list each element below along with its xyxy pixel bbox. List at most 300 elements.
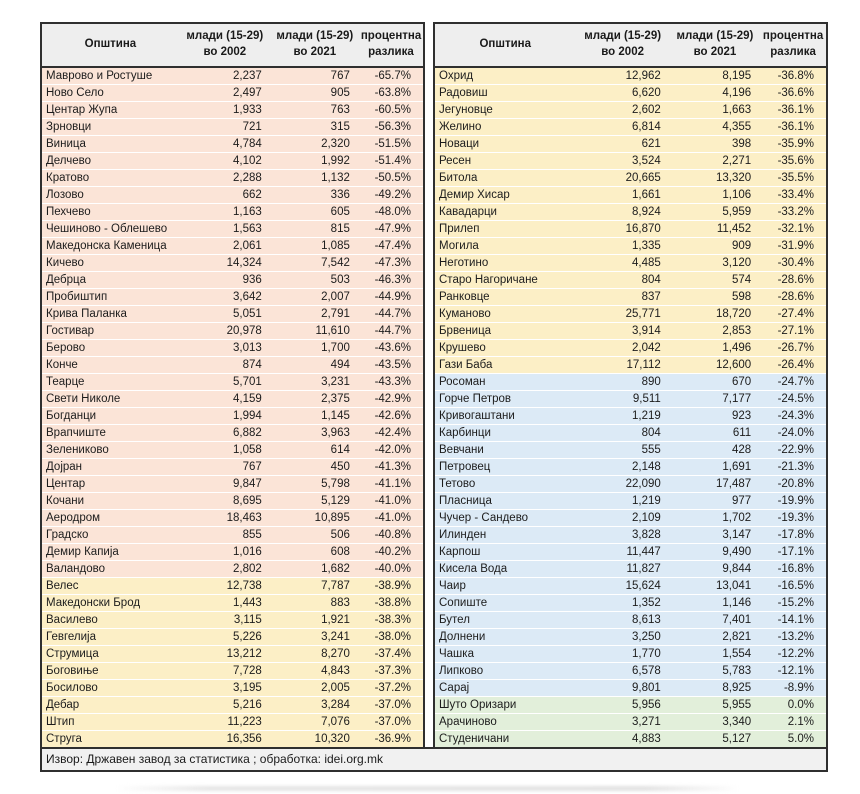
municipality-cell: Вевчани	[439, 444, 484, 456]
value-2021-cell: 9,490	[722, 546, 752, 558]
percent-diff-cell: -30.4%	[777, 257, 814, 269]
municipality-cell: Тетово	[439, 478, 476, 490]
percent-diff-cell: -26.7%	[777, 342, 814, 354]
municipality-cell: Струмица	[46, 648, 99, 660]
percent-diff-cell: -36.8%	[777, 70, 814, 82]
municipality-cell: Крива Паланка	[46, 308, 127, 320]
table-row	[434, 629, 827, 646]
table-row	[41, 102, 424, 119]
value-2002-cell: 837	[641, 291, 661, 303]
percent-diff-cell: -41.3%	[374, 461, 411, 473]
percent-diff-cell: -38.3%	[374, 614, 411, 626]
header-label: млади (15-29)	[584, 30, 662, 43]
value-2021-cell: 12,600	[715, 359, 752, 371]
percent-diff-cell: -19.9%	[777, 495, 814, 507]
value-2002-cell: 804	[641, 274, 661, 286]
value-2021-cell: 11,610	[315, 325, 350, 337]
value-2002-cell: 1,352	[632, 597, 661, 609]
percent-diff-cell: -44.9%	[374, 291, 411, 303]
table-row	[41, 510, 424, 527]
table-row	[41, 85, 424, 102]
table-row	[41, 391, 424, 408]
header-label: во 2002	[203, 46, 247, 58]
value-2002-cell: 12,738	[226, 580, 262, 592]
value-2002-cell: 3,013	[233, 342, 262, 354]
table-row	[41, 680, 424, 697]
header-label: во 2021	[293, 46, 337, 58]
percent-diff-cell: -12.2%	[777, 648, 814, 660]
municipality-cell: Аеродром	[46, 512, 101, 524]
value-2021-cell: 767	[330, 70, 350, 82]
value-2002-cell: 890	[641, 376, 661, 388]
municipality-cell: Центар	[46, 478, 86, 490]
municipality-cell: Студеничани	[439, 733, 510, 745]
table-row	[41, 221, 424, 238]
header-label: млади (15-29)	[186, 30, 264, 43]
percent-diff-cell: -27.1%	[777, 325, 814, 337]
value-2021-cell: 5,783	[722, 665, 752, 677]
value-2002-cell: 11,223	[227, 716, 262, 728]
percent-diff-cell: -22.9%	[777, 444, 814, 456]
municipality-cell: Дебар	[46, 699, 80, 711]
header-label: во 2021	[693, 46, 737, 58]
table-row	[41, 255, 424, 272]
percent-diff-cell: -17.8%	[777, 529, 814, 541]
percent-diff-cell: -36.9%	[374, 733, 411, 745]
value-2002-cell: 3,271	[632, 716, 661, 728]
value-2021-cell: 4,196	[722, 87, 752, 99]
value-2002-cell: 5,216	[233, 699, 262, 711]
municipality-cell: Чашка	[439, 648, 474, 660]
value-2002-cell: 16,870	[625, 223, 661, 235]
right-table-body	[434, 67, 827, 748]
table-row	[434, 680, 827, 697]
value-2021-cell: 1,146	[722, 597, 752, 609]
table-row	[41, 731, 424, 749]
municipality-cell: Гостивар	[46, 325, 95, 337]
table-row	[434, 272, 827, 289]
value-2002-cell: 6,620	[632, 87, 661, 99]
table-row	[434, 731, 827, 749]
municipality-cell: Радовиш	[439, 87, 488, 99]
percent-diff-cell: -40.0%	[374, 563, 411, 575]
value-2021-cell: 1,106	[722, 189, 752, 201]
table-row	[41, 544, 424, 561]
value-2021-cell: 670	[731, 376, 752, 388]
value-2002-cell: 18,463	[226, 512, 262, 524]
municipality-cell: Гевгелија	[46, 631, 97, 643]
municipality-cell: Јегуновце	[439, 104, 493, 116]
value-2002-cell: 621	[641, 138, 661, 150]
value-2021-cell: 428	[731, 444, 752, 456]
value-2002-cell: 4,159	[233, 393, 262, 405]
percent-diff-cell: -13.2%	[777, 631, 814, 643]
percent-diff-cell: -20.8%	[777, 478, 814, 490]
municipality-cell: Ресен	[439, 155, 472, 167]
value-2021-cell: 1,921	[321, 614, 350, 626]
value-2002-cell: 2,802	[233, 563, 262, 575]
value-2002-cell: 5,226	[233, 631, 262, 643]
percent-diff-cell: -51.5%	[374, 138, 411, 150]
value-2021-cell: 7,401	[722, 614, 752, 626]
table-row	[434, 306, 827, 323]
value-2021-cell: 3,120	[722, 257, 752, 269]
table-row	[434, 697, 827, 714]
table-row	[41, 136, 424, 153]
value-2002-cell: 2,148	[632, 461, 661, 473]
column-header-municipality	[41, 23, 179, 67]
value-2021-cell: 883	[330, 597, 350, 609]
municipality-cell: Струга	[46, 733, 82, 745]
municipality-cell: Македонска Каменица	[46, 240, 167, 252]
table-row	[434, 67, 827, 85]
municipality-cell: Свети Николе	[46, 393, 121, 405]
municipality-cell: Сопиште	[439, 597, 488, 609]
value-2021-cell: 1,554	[722, 648, 752, 660]
value-2021-cell: 977	[731, 495, 752, 507]
municipality-cell: Пехчево	[46, 206, 91, 218]
value-2021-cell: 3,340	[722, 716, 752, 728]
municipality-cell: Берово	[46, 342, 86, 354]
municipality-cell: Македонски Брод	[46, 597, 141, 609]
table-row	[434, 612, 827, 629]
table-row	[41, 187, 424, 204]
percent-diff-cell: -32.1%	[777, 223, 814, 235]
table-row	[434, 391, 827, 408]
table-row	[41, 697, 424, 714]
value-2021-cell: 315	[330, 121, 350, 133]
table-row	[434, 289, 827, 306]
value-2021-cell: 605	[330, 206, 350, 218]
table-row	[434, 204, 827, 221]
percent-diff-cell: 2.1%	[787, 716, 814, 728]
left-table-body	[41, 67, 424, 748]
table-row	[41, 67, 424, 85]
municipality-cell: Сарај	[439, 682, 470, 694]
table-row	[434, 595, 827, 612]
percent-diff-cell: -12.1%	[777, 665, 814, 677]
table-row	[41, 153, 424, 170]
value-2021-cell: 611	[732, 427, 752, 439]
value-2021-cell: 2,007	[321, 291, 350, 303]
percent-diff-cell: -44.7%	[374, 308, 411, 320]
municipality-cell: Брвеница	[439, 325, 492, 337]
percent-diff-cell: -14.1%	[777, 614, 814, 626]
municipality-cell: Демир Хисар	[439, 189, 510, 201]
table-row	[434, 340, 827, 357]
municipality-cell: Зелениково	[46, 444, 109, 456]
value-2002-cell: 5,051	[233, 308, 262, 320]
percent-diff-cell: -51.4%	[374, 155, 411, 167]
table-row	[434, 408, 827, 425]
value-2021-cell: 2,821	[722, 631, 752, 643]
value-2021-cell: 450	[330, 461, 350, 473]
table-row	[41, 357, 424, 374]
value-2021-cell: 1,663	[722, 104, 752, 116]
value-2021-cell: 494	[330, 359, 350, 371]
right-table-header	[434, 23, 827, 67]
column-header-2002	[575, 23, 669, 67]
table-row	[41, 527, 424, 544]
value-2021-cell: 336	[330, 189, 350, 201]
municipality-cell: Дојран	[46, 461, 83, 473]
value-2021-cell: 614	[330, 444, 350, 456]
value-2002-cell: 16,356	[226, 733, 262, 745]
percent-diff-cell: -47.9%	[374, 223, 411, 235]
percent-diff-cell: -42.0%	[374, 444, 411, 456]
column-header-percent-diff	[359, 23, 424, 67]
left-table-header	[41, 23, 424, 67]
value-2002-cell: 8,924	[632, 206, 661, 218]
percent-diff-cell: -16.5%	[777, 580, 814, 592]
table-row	[41, 408, 424, 425]
value-2021-cell: 13,041	[715, 580, 752, 592]
percent-diff-cell: -43.3%	[374, 376, 411, 388]
value-2002-cell: 1,661	[632, 189, 661, 201]
header-label: разлика	[368, 46, 414, 58]
bottom-shadow	[115, 786, 740, 791]
value-2021-cell: 923	[731, 410, 752, 422]
value-2002-cell: 13,212	[226, 648, 262, 660]
value-2002-cell: 1,016	[233, 546, 262, 558]
value-2002-cell: 9,801	[632, 682, 661, 694]
percent-diff-cell: -24.7%	[777, 376, 814, 388]
percent-diff-cell: 0.0%	[787, 699, 814, 711]
percent-diff-cell: -42.9%	[374, 393, 411, 405]
percent-diff-cell: -36.1%	[777, 121, 814, 133]
value-2002-cell: 874	[242, 359, 262, 371]
value-2021-cell: 5,127	[722, 733, 752, 745]
header-row	[41, 23, 424, 67]
value-2021-cell: 763	[330, 104, 350, 116]
value-2021-cell: 18,720	[715, 308, 752, 320]
header-label: разлика	[770, 46, 816, 58]
table-row	[41, 425, 424, 442]
value-2021-cell: 1,496	[722, 342, 752, 354]
percent-diff-cell: -35.5%	[777, 172, 814, 184]
value-2021-cell: 2,375	[321, 393, 350, 405]
value-2002-cell: 2,042	[632, 342, 661, 354]
table-row	[434, 374, 827, 391]
value-2021-cell: 7,787	[321, 580, 350, 592]
value-2021-cell: 10,895	[314, 512, 350, 524]
municipality-cell: Новаци	[439, 138, 480, 150]
header-label: Општина	[84, 38, 137, 51]
value-2021-cell: 1,132	[321, 172, 350, 184]
value-2002-cell: 555	[641, 444, 661, 456]
value-2002-cell: 8,613	[632, 614, 661, 626]
value-2021-cell: 1,085	[321, 240, 350, 252]
percent-diff-cell: -31.9%	[777, 240, 814, 252]
value-2002-cell: 9,511	[632, 393, 661, 405]
percent-diff-cell: -16.8%	[777, 563, 814, 575]
percent-diff-cell: -37.3%	[374, 665, 411, 677]
percent-diff-cell: -37.4%	[374, 648, 411, 660]
municipality-cell: Василево	[46, 614, 98, 626]
municipality-cell: Пробиштип	[46, 291, 108, 303]
value-2021-cell: 815	[330, 223, 350, 235]
column-header-percent-diff	[760, 23, 827, 67]
percent-diff-cell: -38.9%	[374, 580, 411, 592]
value-2021-cell: 8,195	[722, 70, 752, 82]
table-row	[41, 595, 424, 612]
percent-diff-cell: -19.3%	[777, 512, 814, 524]
percent-diff-cell: -46.3%	[374, 274, 411, 286]
table-row	[41, 306, 424, 323]
percent-diff-cell: -37.0%	[374, 716, 411, 728]
table-row	[434, 442, 827, 459]
municipality-cell: Врапчиште	[46, 427, 106, 439]
table-row	[41, 119, 424, 136]
percent-diff-cell: -38.0%	[374, 631, 411, 643]
value-2021-cell: 7,542	[321, 257, 350, 269]
municipality-cell: Липково	[439, 665, 484, 677]
value-2002-cell: 3,195	[233, 682, 262, 694]
municipality-cell: Делчево	[46, 155, 92, 167]
value-2021-cell: 1,682	[321, 563, 350, 575]
value-2002-cell: 2,109	[632, 512, 661, 524]
table-row	[41, 629, 424, 646]
table-row	[434, 238, 827, 255]
municipality-cell: Могила	[439, 240, 479, 252]
header-label: процентна	[762, 30, 824, 43]
municipality-cell: Кривогаштани	[439, 410, 515, 422]
value-2002-cell: 7,728	[233, 665, 262, 677]
municipality-cell: Прилеп	[439, 223, 480, 235]
percent-diff-cell: -37.2%	[374, 682, 411, 694]
value-2002-cell: 2,237	[233, 70, 262, 82]
value-2002-cell: 1,994	[233, 410, 262, 422]
percent-diff-cell: -40.2%	[374, 546, 411, 558]
municipality-cell: Конче	[46, 359, 78, 371]
table-row	[41, 323, 424, 340]
value-2021-cell: 398	[731, 138, 752, 150]
value-2021-cell: 1,992	[321, 155, 350, 167]
municipality-cell: Босилово	[46, 682, 98, 694]
municipality-cell: Виница	[46, 138, 86, 150]
percent-diff-cell: -48.0%	[374, 206, 411, 218]
municipality-cell: Демир Капија	[46, 546, 119, 558]
table-row	[41, 340, 424, 357]
table-row	[434, 578, 827, 595]
municipality-cell: Зрновци	[46, 121, 92, 133]
percent-diff-cell: -63.8%	[374, 87, 411, 99]
table-row	[41, 459, 424, 476]
municipality-cell: Куманово	[439, 308, 491, 320]
table-row	[41, 493, 424, 510]
percent-diff-cell: -60.5%	[374, 104, 411, 116]
value-2002-cell: 3,115	[233, 614, 262, 626]
municipality-cell: Кавадарци	[439, 206, 497, 218]
table-row	[434, 136, 827, 153]
percent-diff-cell: -50.5%	[374, 172, 411, 184]
value-2002-cell: 20,978	[226, 325, 262, 337]
table-row	[41, 442, 424, 459]
value-2021-cell: 2,005	[321, 682, 350, 694]
table-row	[41, 612, 424, 629]
value-2021-cell: 5,798	[321, 478, 350, 490]
table-row	[41, 476, 424, 493]
value-2021-cell: 8,925	[722, 682, 752, 694]
municipality-cell: Ново Село	[46, 87, 104, 99]
municipality-cell: Чучер - Сандево	[439, 512, 529, 524]
value-2021-cell: 506	[330, 529, 350, 541]
municipality-cell: Старо Нагоричане	[439, 274, 538, 286]
municipality-cell: Неготино	[439, 257, 489, 269]
left-table	[40, 22, 425, 749]
municipality-cell: Охрид	[439, 70, 474, 82]
value-2021-cell: 574	[731, 274, 752, 286]
percent-diff-cell: -37.0%	[374, 699, 411, 711]
table-row	[434, 425, 827, 442]
header-label: млади (15-29)	[676, 30, 754, 43]
municipality-cell: Гази Баба	[439, 359, 493, 371]
percent-diff-cell: -41.0%	[374, 512, 411, 524]
table-row	[434, 85, 827, 102]
percent-diff-cell: -24.0%	[777, 427, 814, 439]
table-row	[434, 221, 827, 238]
percent-diff-cell: -28.6%	[777, 274, 814, 286]
table-row	[434, 459, 827, 476]
municipality-cell: Валандово	[46, 563, 106, 575]
table-row	[434, 153, 827, 170]
value-2002-cell: 721	[242, 121, 262, 133]
table-row	[41, 714, 424, 731]
municipality-cell: Штип	[46, 716, 75, 728]
value-2021-cell: 4,355	[722, 121, 752, 133]
value-2002-cell: 1,770	[632, 648, 661, 660]
header-row	[434, 23, 827, 67]
percent-diff-cell: -24.5%	[777, 393, 814, 405]
percent-diff-cell: -24.3%	[777, 410, 814, 422]
percent-diff-cell: -35.6%	[777, 155, 814, 167]
percent-diff-cell: -8.9%	[783, 682, 814, 694]
percent-diff-cell: -27.4%	[777, 308, 814, 320]
value-2021-cell: 2,791	[321, 308, 350, 320]
percent-diff-cell: -36.1%	[777, 104, 814, 116]
municipality-cell: Карбинци	[439, 427, 491, 439]
table-row	[41, 170, 424, 187]
municipality-cell: Желино	[439, 121, 482, 133]
value-2021-cell: 503	[330, 274, 350, 286]
value-2002-cell: 11,447	[626, 546, 661, 558]
table-row	[434, 663, 827, 680]
municipality-cell: Теарце	[46, 376, 85, 388]
value-2002-cell: 25,771	[625, 308, 661, 320]
percent-diff-cell: -47.3%	[374, 257, 411, 269]
municipality-cell: Градско	[46, 529, 89, 541]
value-2021-cell: 5,959	[722, 206, 752, 218]
percent-diff-cell: -15.2%	[777, 597, 814, 609]
percent-diff-cell: -33.2%	[777, 206, 814, 218]
value-2021-cell: 3,284	[321, 699, 350, 711]
percent-diff-cell: -65.7%	[374, 70, 411, 82]
value-2002-cell: 9,847	[233, 478, 262, 490]
value-2002-cell: 1,219	[632, 410, 661, 422]
header-label: во 2002	[601, 46, 644, 58]
municipality-cell: Маврово и Ростуше	[46, 70, 153, 82]
municipality-cell: Бутел	[439, 614, 470, 626]
municipality-cell: Центар Жупа	[46, 104, 118, 116]
value-2021-cell: 7,076	[321, 716, 350, 728]
table-row	[41, 204, 424, 221]
value-2021-cell: 10,320	[314, 733, 350, 745]
percent-diff-cell: -43.5%	[374, 359, 411, 371]
value-2021-cell: 8,270	[321, 648, 350, 660]
table-row	[434, 493, 827, 510]
value-2002-cell: 855	[242, 529, 262, 541]
percent-diff-cell: -42.6%	[374, 410, 411, 422]
